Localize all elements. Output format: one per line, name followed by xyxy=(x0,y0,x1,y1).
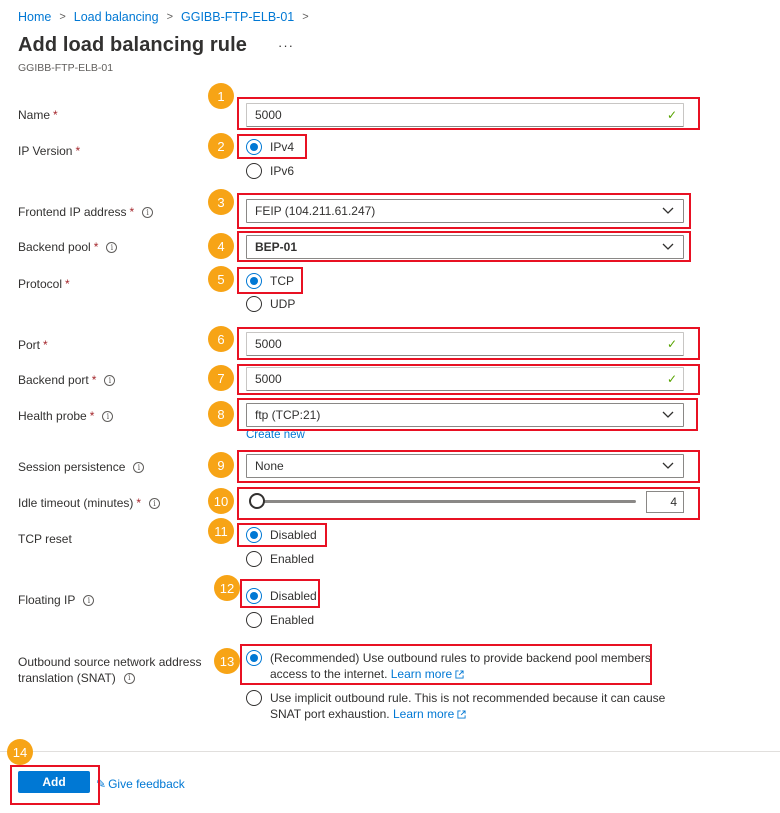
port-input[interactable]: 5000 ✓ xyxy=(246,332,684,356)
breadcrumb xyxy=(18,10,317,24)
radio-unselected-icon xyxy=(246,163,262,179)
protocol-udp-radio[interactable]: UDP xyxy=(246,296,295,312)
feedback-icon: ✎ xyxy=(96,777,107,791)
frontend-ip-label: Frontend IP address * i xyxy=(18,205,153,219)
external-link-icon xyxy=(457,710,466,719)
highlight-box xyxy=(237,231,691,262)
session-persistence-label: Session persistence i xyxy=(18,460,144,474)
radio-unselected-icon xyxy=(246,612,262,628)
radio-unselected-icon xyxy=(246,690,262,706)
callout-badge-7: 7 xyxy=(208,365,234,391)
create-new-link[interactable]: Create new xyxy=(246,429,305,441)
callout-badge-4: 4 xyxy=(208,233,234,259)
highlight-box xyxy=(240,579,320,608)
tcp-reset-disabled-radio[interactable]: Disabled xyxy=(246,527,317,543)
floating-ip-enabled-radio[interactable]: Enabled xyxy=(246,612,314,628)
callout-badge-8: 8 xyxy=(208,401,234,427)
callout-badge-10: 10 xyxy=(208,488,234,514)
snat-implicit-rule-radio[interactable]: Use implicit outbound rule. This is not recommended because it can cause SNAT port exhaustion. Learn more xyxy=(246,690,665,722)
callout-badge-13: 13 xyxy=(214,648,240,674)
radio-unselected-icon xyxy=(246,551,262,567)
checkmark-icon: ✓ xyxy=(666,337,677,351)
backend-pool-dropdown[interactable]: BEP-01 xyxy=(246,235,684,259)
idle-timeout-input[interactable]: 4 xyxy=(646,491,684,513)
highlight-box xyxy=(237,327,700,360)
highlight-box xyxy=(237,193,691,229)
health-probe-label: Health probe * i xyxy=(18,409,113,423)
chevron-right-icon: > xyxy=(166,11,174,23)
tcp-reset-label: TCP reset xyxy=(18,532,72,546)
breadcrumb-resource[interactable]: GGIBB-FTP-ELB-01 xyxy=(181,10,295,24)
radio-unselected-icon xyxy=(246,296,262,312)
highlight-box xyxy=(237,450,700,483)
learn-more-link[interactable]: Learn more xyxy=(392,707,455,721)
callout-badge-9: 9 xyxy=(208,452,234,478)
name-label: Name * xyxy=(18,108,58,122)
backend-port-input[interactable]: 5000 ✓ xyxy=(246,367,684,391)
info-icon[interactable]: i xyxy=(124,673,135,684)
floating-ip-disabled-radio[interactable]: Disabled xyxy=(246,588,317,604)
info-icon[interactable]: i xyxy=(83,595,94,606)
health-probe-dropdown[interactable]: ftp (TCP:21) xyxy=(246,403,684,427)
session-persistence-dropdown[interactable]: None xyxy=(246,454,684,478)
checkmark-icon: ✓ xyxy=(666,108,677,122)
tcp-reset-enabled-radio[interactable]: Enabled xyxy=(246,551,314,567)
highlight-box xyxy=(237,134,307,159)
snat-outbound-rules-radio[interactable]: (Recommended) Use outbound rules to provide backend pool members access to the internet. Learn more xyxy=(246,650,651,682)
callout-badge-14: 14 xyxy=(7,739,33,765)
ip-version-ipv6-radio[interactable]: IPv6 xyxy=(246,163,294,179)
more-icon[interactable]: ··· xyxy=(278,38,294,53)
highlight-box xyxy=(237,398,698,431)
highlight-box xyxy=(237,364,700,395)
idle-timeout-label: Idle timeout (minutes) * i xyxy=(18,496,160,510)
highlight-box xyxy=(237,97,700,130)
callout-badge-6: 6 xyxy=(208,326,234,352)
add-button[interactable]: Add xyxy=(18,771,90,793)
learn-more-link[interactable]: Learn more xyxy=(390,667,453,681)
callout-badge-3: 3 xyxy=(208,189,234,215)
ip-version-ipv4-radio[interactable]: IPv4 xyxy=(246,139,294,155)
callout-badge-5: 5 xyxy=(208,266,234,292)
chevron-right-icon: > xyxy=(302,11,309,23)
highlight-box xyxy=(237,523,327,547)
info-icon[interactable]: i xyxy=(104,375,115,386)
protocol-tcp-radio[interactable]: TCP xyxy=(246,273,294,289)
info-icon[interactable]: i xyxy=(149,498,160,509)
protocol-label: Protocol * xyxy=(18,277,70,291)
highlight-box xyxy=(237,487,700,520)
breadcrumb-home[interactable]: Home xyxy=(18,10,52,24)
page-title: Add load balancing rule xyxy=(18,34,247,56)
highlight-box xyxy=(240,644,652,685)
port-label: Port * xyxy=(18,338,48,352)
page-subtitle: GGIBB-FTP-ELB-01 xyxy=(18,62,114,74)
callout-badge-12: 12 xyxy=(214,575,240,601)
floating-ip-label: Floating IP i xyxy=(18,593,94,607)
callout-badge-11: 11 xyxy=(208,518,234,544)
footer-divider xyxy=(0,751,780,752)
backend-port-label: Backend port * i xyxy=(18,373,115,387)
checkmark-icon: ✓ xyxy=(666,372,677,386)
info-icon[interactable]: i xyxy=(106,242,117,253)
info-icon[interactable]: i xyxy=(133,462,144,473)
callout-badge-1: 1 xyxy=(208,83,234,109)
chevron-right-icon: > xyxy=(59,11,66,23)
highlight-box xyxy=(237,267,303,294)
backend-pool-label: Backend pool * i xyxy=(18,240,117,254)
frontend-ip-dropdown[interactable]: FEIP (104.211.61.247) xyxy=(246,199,684,223)
info-icon[interactable]: i xyxy=(142,207,153,218)
ip-version-label: IP Version * xyxy=(18,144,81,158)
snat-label: Outbound source network address translation (SNAT) i xyxy=(18,655,202,685)
callout-badge-2: 2 xyxy=(208,133,234,159)
name-input[interactable]: 5000 ✓ xyxy=(246,103,684,127)
info-icon[interactable]: i xyxy=(102,411,113,422)
highlight-box xyxy=(10,765,100,805)
give-feedback-link[interactable]: ✎ Give feedback xyxy=(96,777,185,791)
breadcrumb-load-balancing[interactable]: Load balancing xyxy=(73,10,159,24)
